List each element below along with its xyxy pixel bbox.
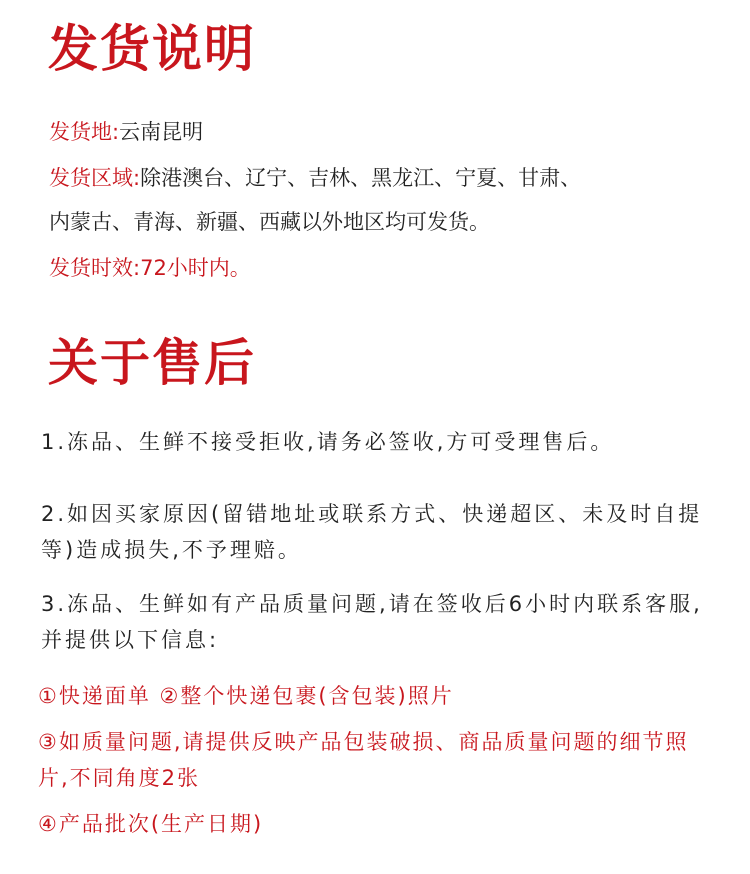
time-label: 发货时效: — [49, 256, 141, 280]
region-line — [49, 166, 581, 191]
origin-value: 云南昆明 — [119, 120, 204, 144]
region-line-2 — [49, 210, 490, 235]
info-item-4: ④产品批次(生产日期) — [38, 812, 264, 836]
aftersale-rule-1: 1.冻品、生鲜不接受拒收,请务必签收,方可受理售后。 — [41, 430, 615, 454]
info-item-3: ③如质量问题,请提供反映产品包装破损、商品质量问题的细节照片,不同角度2张 — [38, 730, 689, 790]
shipping-title: 发货说明 — [48, 20, 256, 78]
origin-label: 发货地: — [49, 120, 120, 144]
region-value-2: 内蒙古、青海、新疆、西藏以外地区均可发货。 — [49, 210, 490, 234]
info-item-1-2: ①快递面单 ②整个快递包裹(含包装)照片 — [38, 684, 454, 708]
region-label: 发货区域: — [49, 166, 141, 190]
time-line — [49, 256, 251, 281]
time-value: 72小时内。 — [140, 256, 251, 280]
origin-line — [49, 120, 203, 145]
aftersale-rule-2: 2.如因买家原因(留错地址或联系方式、快递超区、未及时自提等)造成损失,不予理赔。 — [41, 502, 703, 562]
aftersale-rule-3: 3.冻品、生鲜如有产品质量问题,请在签收后6小时内联系客服,并提供以下信息: — [41, 592, 703, 652]
region-value-1: 除港澳台、辽宁、吉林、黑龙江、宁夏、甘肃、 — [140, 166, 582, 190]
aftersale-title: 关于售后 — [48, 334, 256, 392]
